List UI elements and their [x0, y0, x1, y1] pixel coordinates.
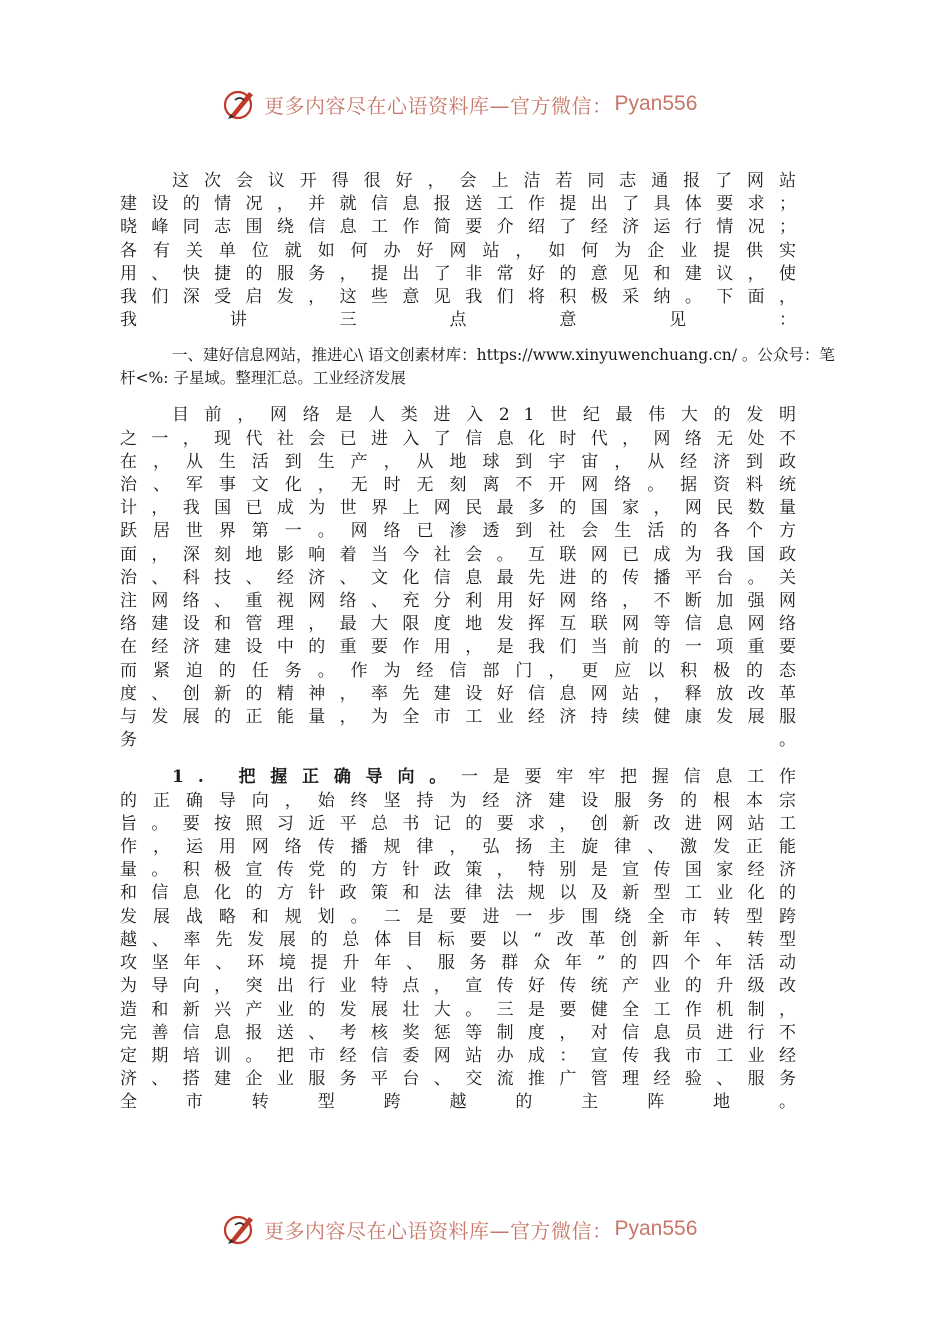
paragraph-guidance-body: 一是要牢牢把握信息工作的正确导向，始终坚持为经济建设服务的根本宗旨。要按照习近平总书记的要求，创新改进网站工作，运用网络传播规律，弘扬主旋律、激发正能量。积极宣传党的方针政策，特别是宣传国家经济和信息化的方针政策和法律法规以及新型工业化的发展战略和规划。二是要进一步围绕全市转型跨越、率先发展的总体目标要以“改革创新年、转型攻坚年、环境提升年、服务群众年”的四个年活动为导向，突出行业特点，宣传好传统产业的升级改造和新兴产业的发展壮大。三是要健全工作机制，完善信息报送、考核奖惩等制度，对信息员进行不定期培训。把市经信委网站办成：宣传我市工业经济、搭建企业服务平台、交流推广管理经验、服务全市转型跨越的主阵地。	[120, 767, 811, 1113]
paragraph-network: 目前，网络是人类进入21世纪最伟大的发明之一，现代社会已进入了信息化时代，网络无处不在，从生活到生产，从地球到宇宙，从经济到政治、军事文化，无时无刻离不开网络。据资料统计，我国已成为世界上网民最多的国家，网民数量跃居世界第一。网络已渗透到社会生活的各个方面，深刻地影响着当今社会。互联网已成为我国政治、科技、经济、文化信息最先进的传播平台。关注网络、重视网络、充分利用好网络，不断加强网络建设和管理，最大限度地发挥互联网等信息网络在经济建设中的重要作用，是我们当前的一项重要而紧迫的任务。作为经信部门，更应以积极的态度、创新的精神，率先建设好信息网站，释放改革与发展的正能量，为全市工业经济持续健康发展服务。	[120, 405, 810, 751]
watermark-id: Pyan556	[614, 1217, 698, 1240]
watermark-banner-top	[222, 86, 742, 122]
document-body	[120, 170, 835, 1115]
pen-logo-icon	[222, 86, 258, 122]
watermark-banner-bottom	[222, 1211, 742, 1247]
section-heading-1: 一、建好信息网站，推进心\ 语文创素材库：https://www.xinyuwenchuang.cn/ 。公众号：笔杆<%: 子星域。整理汇总。工业经济发展	[120, 346, 835, 388]
paragraph-guidance	[120, 766, 810, 1114]
watermark-id: Pyan556	[614, 92, 698, 115]
subheading-guidance: 1. 把握正确导向。	[172, 767, 462, 788]
paragraph-intro: 这次会议开得很好，会上洁若同志通报了网站建设的情况，并就信息报送工作提出了具体要求；晓峰同志围绕信息工作简要介绍了经济运行情况；各有关单位就如何办好网站，如何为企业提供实用、快捷的服务，提出了非常好的意见和建议，使我们深受启发，这些意见我们将积极采纳。下面，我讲三点意见：	[120, 171, 810, 331]
watermark-text: 更多内容尽在心语资料库—官方微信：	[264, 1218, 613, 1243]
pen-logo-icon	[222, 1211, 258, 1247]
watermark-text: 更多内容尽在心语资料库—官方微信：	[264, 93, 613, 118]
